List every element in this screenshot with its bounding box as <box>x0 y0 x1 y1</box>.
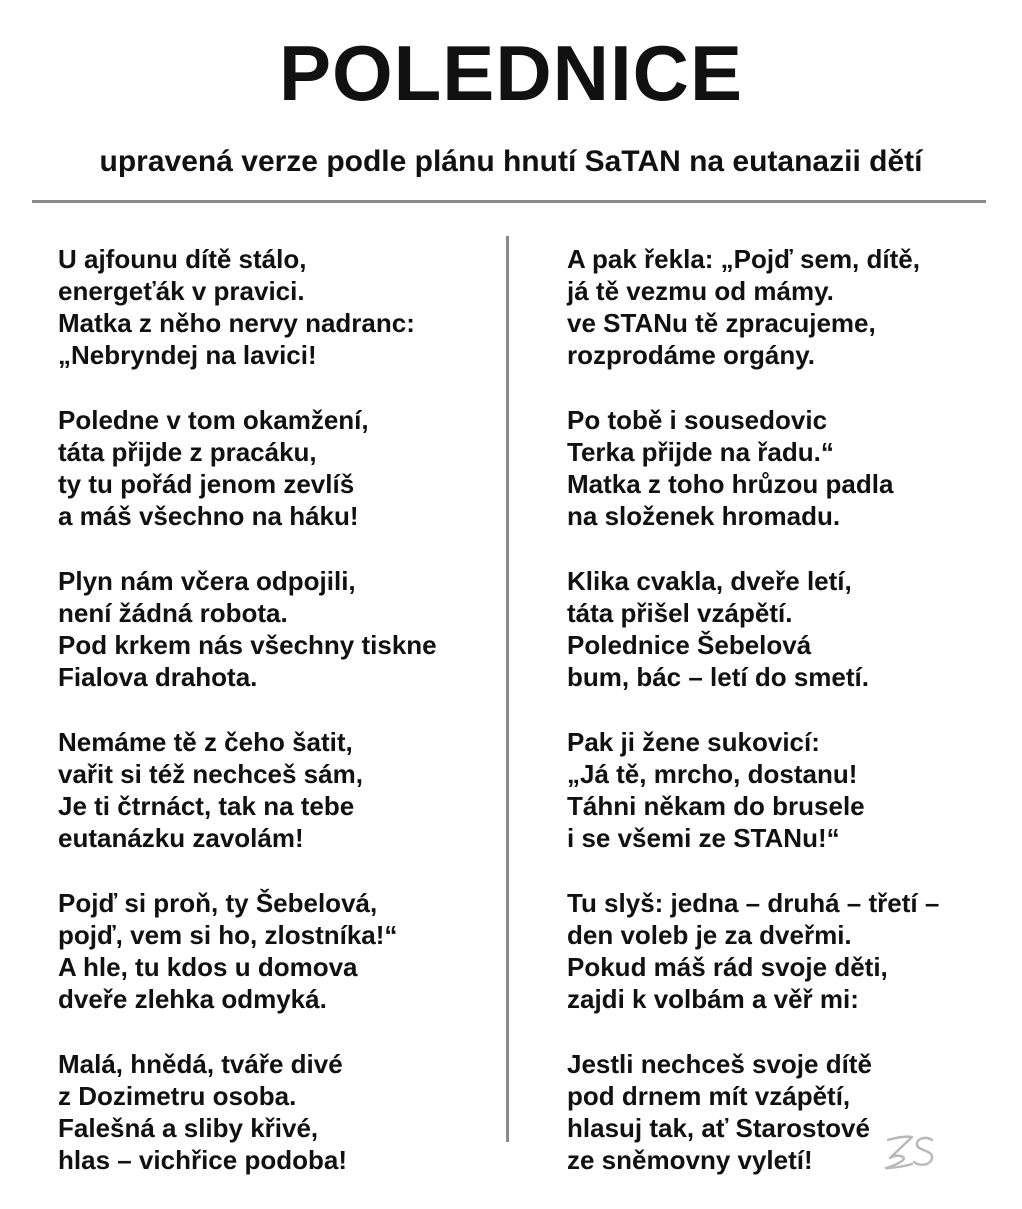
poem-line: eutanázku zavolám! <box>58 823 304 853</box>
poem-line: Pak ji žene sukovicí: <box>567 727 820 757</box>
poem-line: „Nebryndej na lavici! <box>58 340 317 370</box>
poem-line: Pod krkem nás všechny tiskne <box>58 630 437 660</box>
poem-line: Klika cvakla, dveře letí, <box>567 566 852 596</box>
poem-line: vařit si též nechceš sám, <box>58 759 363 789</box>
poem-line: zajdi k volbám a věř mi: <box>567 984 859 1014</box>
poem-subtitle: upravená verze podle plánu hnutí SaTAN na eutanazii dětí <box>99 145 923 178</box>
poem-line: táta přišel vzápětí. <box>567 598 793 628</box>
poem-line: rozprodáme orgány. <box>567 340 816 370</box>
poem-line: pod drnem mít vzápětí, <box>567 1081 851 1111</box>
poem-line: „Já tě, mrcho, dostanu! <box>567 759 858 789</box>
poem-line: dveře zlehka odmyká. <box>58 984 327 1014</box>
poem-line: není žádná robota. <box>58 598 288 628</box>
header-rule <box>32 200 986 203</box>
poem-line: Nemáme tě z čeho šatit, <box>58 727 353 757</box>
right-stanza <box>567 726 1007 854</box>
left-stanza <box>58 726 498 854</box>
poem-line: Matka z toho hrůzou padla <box>567 469 894 499</box>
poem-line: Jestli nechceš svoje dítě <box>567 1049 872 1079</box>
poem-line: Pojď si proň, ty Šebelová, <box>58 888 378 918</box>
poem-line: bum, bác – letí do smetí. <box>567 662 869 692</box>
left-stanza <box>58 565 498 693</box>
right-stanza <box>567 243 1007 371</box>
poem-line: ze sněmovny vyletí! <box>567 1145 813 1175</box>
right-column <box>567 243 1007 1209</box>
poem-line: Matka z něho nervy nadranc: <box>58 308 415 338</box>
left-stanza <box>58 887 498 1015</box>
right-stanza <box>567 404 1007 532</box>
poem-line: Falešná a sliby křivé, <box>58 1113 319 1143</box>
poem-line: energeťák v pravici. <box>58 276 305 306</box>
left-stanza <box>58 243 498 371</box>
poem-line: i se všemi ze STANu!“ <box>567 823 840 853</box>
poem-line: Plyn nám včera odpojili, <box>58 566 356 596</box>
poem-line: Malá, hnědá, tváře divé <box>58 1049 343 1079</box>
poem-line: já tě vezmu od mámy. <box>567 276 834 306</box>
left-stanza <box>58 404 498 532</box>
poem-line: Fialova drahota. <box>58 662 258 692</box>
poem-line: z Dozimetru osoba. <box>58 1081 297 1111</box>
right-stanza <box>567 565 1007 693</box>
right-stanza <box>567 887 1007 1015</box>
poem-line: U ajfounu dítě stálo, <box>58 244 307 274</box>
signature-logo <box>880 1128 942 1174</box>
poem-line: Táhni někam do brusele <box>567 791 865 821</box>
poem-line: Je ti čtrnáct, tak na tebe <box>58 791 355 821</box>
poem-line: pojď, vem si ho, zlostníka!“ <box>58 920 398 950</box>
poem-line: Pokud máš rád svoje děti, <box>567 952 888 982</box>
poem-line: Terka přijde na řadu.“ <box>567 437 834 467</box>
poem-line: na složenek hromadu. <box>567 501 841 531</box>
poem-title: POLEDNICE <box>278 29 744 117</box>
column-divider <box>506 236 509 1142</box>
poem-line: A pak řekla: „Pojď sem, dítě, <box>567 244 920 274</box>
left-column <box>58 243 498 1209</box>
poem-line: ve STANu tě zpracujeme, <box>567 308 876 338</box>
poem-line: hlasuj tak, ať Starostové <box>567 1113 870 1143</box>
left-stanza <box>58 1048 498 1176</box>
poem-line: táta přijde z pracáku, <box>58 437 317 467</box>
poem-line: Tu slyš: jedna – druhá – třetí – <box>567 888 940 918</box>
poem-line: Polednice Šebelová <box>567 630 812 660</box>
poem-line: hlas – vichřice podoba! <box>58 1145 347 1175</box>
poem-line: A hle, tu kdos u domova <box>58 952 358 982</box>
poem-line: Poledne v tom okamžení, <box>58 405 369 435</box>
poem-line: a máš všechno na háku! <box>58 501 359 531</box>
poem-line: den voleb je za dveřmi. <box>567 920 852 950</box>
poem-line: ty tu pořád jenom zevlíš <box>58 469 355 499</box>
poem-line: Po tobě i sousedovic <box>567 405 828 435</box>
